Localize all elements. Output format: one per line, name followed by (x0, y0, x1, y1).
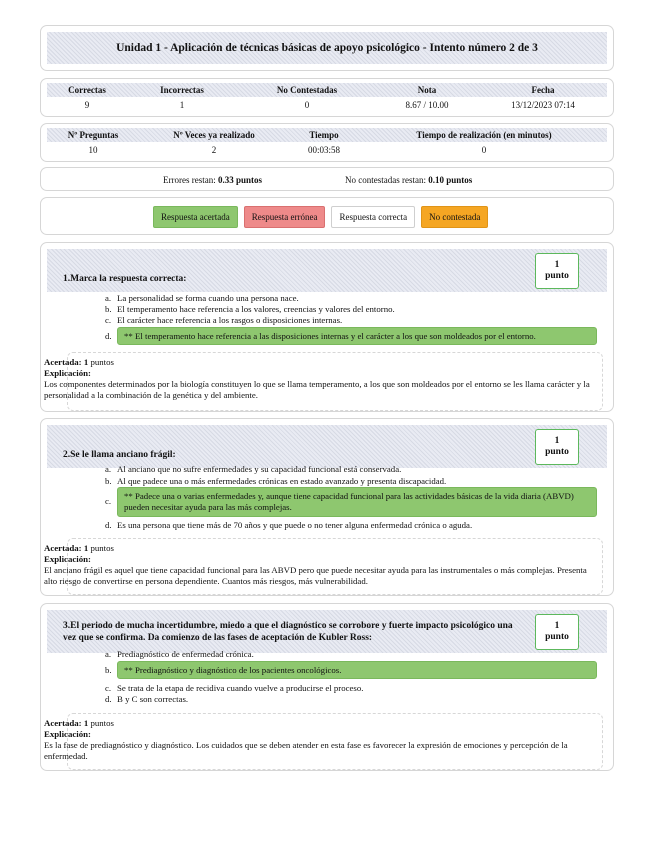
value-nota: 8.67 / 10.00 (405, 100, 449, 110)
header-veces-realizado: Nº Veces ya realizado (173, 130, 255, 140)
points-label: punto (545, 632, 569, 642)
value-veces-realizado: 2 (211, 145, 217, 155)
points-number: 1 (554, 260, 560, 270)
results-summary-card (40, 78, 614, 117)
value-num-preguntas: 10 (88, 145, 98, 155)
legend-correct-answered: Respuesta acertada (153, 206, 238, 228)
explanation-label: Explicación: (44, 554, 91, 564)
legend-card (40, 197, 614, 235)
page-title: Unidad 1 - Aplicación de técnicas básicas de apoyo psicológico - Intento número 2 de 3 (47, 32, 607, 64)
points-label: punto (545, 271, 569, 281)
value-correctas: 9 (84, 100, 90, 110)
explanation-text: Los componentes determinados por la biología constituyen lo que se llama temperamento, a los que son moldeados por el entorno se les llama carácter y la personalidad a la combinación de la genética y del ambiente. (44, 379, 590, 400)
points-badge (535, 253, 579, 289)
header-num-preguntas: Nº Preguntas (67, 130, 119, 140)
header-tiempo: Tiempo (309, 130, 339, 140)
points-badge (535, 429, 579, 465)
value-tiempo-realizacion: 0 (481, 145, 487, 155)
header-incorrectas: Incorrectas (160, 85, 204, 95)
result-label: Acertada: (44, 718, 82, 728)
unanswered-label: No contestadas restan: (345, 175, 426, 185)
correct-answer-highlight: ** El temperamento hace referencia a las disposiciones internas y el carácter a los que son moldeados por el entorno. (117, 327, 597, 345)
points-number: 1 (554, 436, 560, 446)
option-c: c. ** Padece una o varias enfermedades y, aunque tiene capacidad funcional para las actividades básicas de la vida diaria (ABVD) pueden necesitar ayuda para las más complejas. (105, 487, 597, 517)
value-fecha: 13/12/2023 07:14 (511, 100, 575, 110)
option-d: d. ** El temperamento hace referencia a las disposiciones internas y el carácter a los que son moldeados por el entorno. (105, 327, 597, 345)
unanswered-penalty (345, 175, 472, 185)
points-label: punto (545, 447, 569, 457)
explanation-box (44, 713, 603, 770)
value-tiempo: 00:03:58 (307, 145, 340, 155)
result-unit: puntos (90, 543, 114, 553)
header-correctas: Correctas (68, 85, 106, 95)
correct-answer-highlight: ** Padece una o varias enfermedades y, aunque tiene capacidad funcional para las actividades básicas de la vida diaria (ABVD) pueden necesitar ayuda para las más complejas. (117, 487, 597, 517)
question-card-3: 3.El periodo de mucha incertidumbre, miedo a que el diagnóstico se corrobore y fuerte impacto psicológico una vez que se confirma. Da comienzo de las fases de aceptación de Kubler Ross: 1 punto a. Prediagnóstico de enfermedad crónica. b. ** Prediagnóstico y diagnóstico de los pacientes oncológicos. c. Se trata de la etapa de recidiva cuando vuelve a producirse el proceso. d. B y C son correctas. Acertada: 1 puntos Explicación: Es la fase de prediagnóstico y diagnóstico. Los cuidados que se deben atender en esta fase es favorecer la expresión de emociones y percepción de la enfermedad. (40, 603, 614, 771)
value-no-contestadas: 0 (304, 100, 310, 110)
legend-wrong: Respuesta errónea (244, 206, 326, 228)
header-no-contestadas: No Contestadas (276, 85, 338, 95)
question-card-1: 1.Marca la respuesta correcta: 1 punto a. La personalidad se forma cuando una persona nace. b. El temperamento hace referencia a los valores, creencias y valores del entorno. c. El carácter hace referencia a los rasgos o disposiciones internas. d. ** El temperamento hace referencia a las disposiciones internas y el carácter a los que son moldeados por el entorno. Acertada: 1 puntos Explicación: Los componentes determinados por la biología constituyen lo que se llama temperamento, a los que son moldeados por el entorno se les llama carácter y la personalidad a la combinación de la genética y del ambiente. (40, 242, 614, 412)
points-number: 1 (554, 621, 560, 631)
result-value: 1 (83, 543, 89, 553)
unanswered-value: 0.10 puntos (428, 175, 473, 185)
penalties-card (40, 167, 614, 191)
explanation-label: Explicación: (44, 729, 91, 739)
errors-value: 0.33 puntos (217, 175, 262, 185)
header-fecha: Fecha (531, 85, 555, 95)
explanation-label: Explicación: (44, 368, 91, 378)
legend-unanswered: No contestada (421, 206, 488, 228)
correct-answer-highlight: ** Prediagnóstico y diagnóstico de los pacientes oncológicos. (117, 661, 597, 679)
explanation-box (44, 538, 603, 595)
result-unit: puntos (90, 357, 114, 367)
header-nota: Nota (417, 85, 437, 95)
result-label: Acertada: (44, 543, 82, 553)
result-value: 1 (83, 718, 89, 728)
question-card-2: 2.Se le llama anciano frágil: 1 punto a. Al anciano que no sufre enfermedades y su capacidad funcional está conservada. b. Al que padece una o más enfermedades crónicas en estado avanzado y presenta discapacidad. c. ** Padece una o varias enfermedades y, aunque tiene capacidad funcional para las actividades básicas de la vida diaria (ABVD) pueden necesitar ayuda para las más complejas. d. Es una persona que tiene más de 70 años y que puede o no tener alguna enfermedad crónica o aguda. Acertada: 1 puntos Explicación: El anciano frágil es aquel que tiene capacidad funcional para las ABVD pero que puede necesitar ayuda para las instrumentales o más complejas. Presenta alto riesgo de convertirse en persona dependiente. Cuantos más riesgos, más vulnerabilidad. (40, 418, 614, 596)
option-b: b. ** Prediagnóstico y diagnóstico de los pacientes oncológicos. (105, 661, 597, 679)
value-incorrectas: 1 (179, 100, 185, 110)
result-label: Acertada: (44, 357, 82, 367)
result-value: 1 (83, 357, 89, 367)
question-title: 3.El periodo de mucha incertidumbre, miedo a que el diagnóstico se corrobore y fuerte impacto psicológico una vez que se confirma. Da comienzo de las fases de aceptación de Kubler Ross: (63, 621, 513, 643)
header-tiempo-realizacion: Tiempo de realización (en minutos) (416, 130, 552, 140)
question-title: 1.Marca la respuesta correcta: (63, 274, 187, 284)
explanation-text: Es la fase de prediagnóstico y diagnóstico. Los cuidados que se deben atender en esta fase es favorecer la expresión de emociones y percepción de la enfermedad. (44, 740, 568, 761)
errors-label: Errores restan: (163, 175, 216, 185)
question-title: 2.Se le llama anciano frágil: (63, 450, 176, 460)
attempt-info-card (40, 123, 614, 162)
explanation-box (44, 352, 603, 411)
errors-penalty (163, 175, 262, 185)
title-card (40, 25, 614, 71)
points-badge (535, 614, 579, 650)
legend-correct: Respuesta correcta (331, 206, 415, 228)
explanation-text: El anciano frágil es aquel que tiene capacidad funcional para las ABVD pero que puede necesitar ayuda para las instrumentales o más complejas. Presenta alto riesgo de convertirse en persona dependiente. Cuantos más riesgos, más vulnerabilidad. (44, 565, 587, 586)
result-unit: puntos (90, 718, 114, 728)
